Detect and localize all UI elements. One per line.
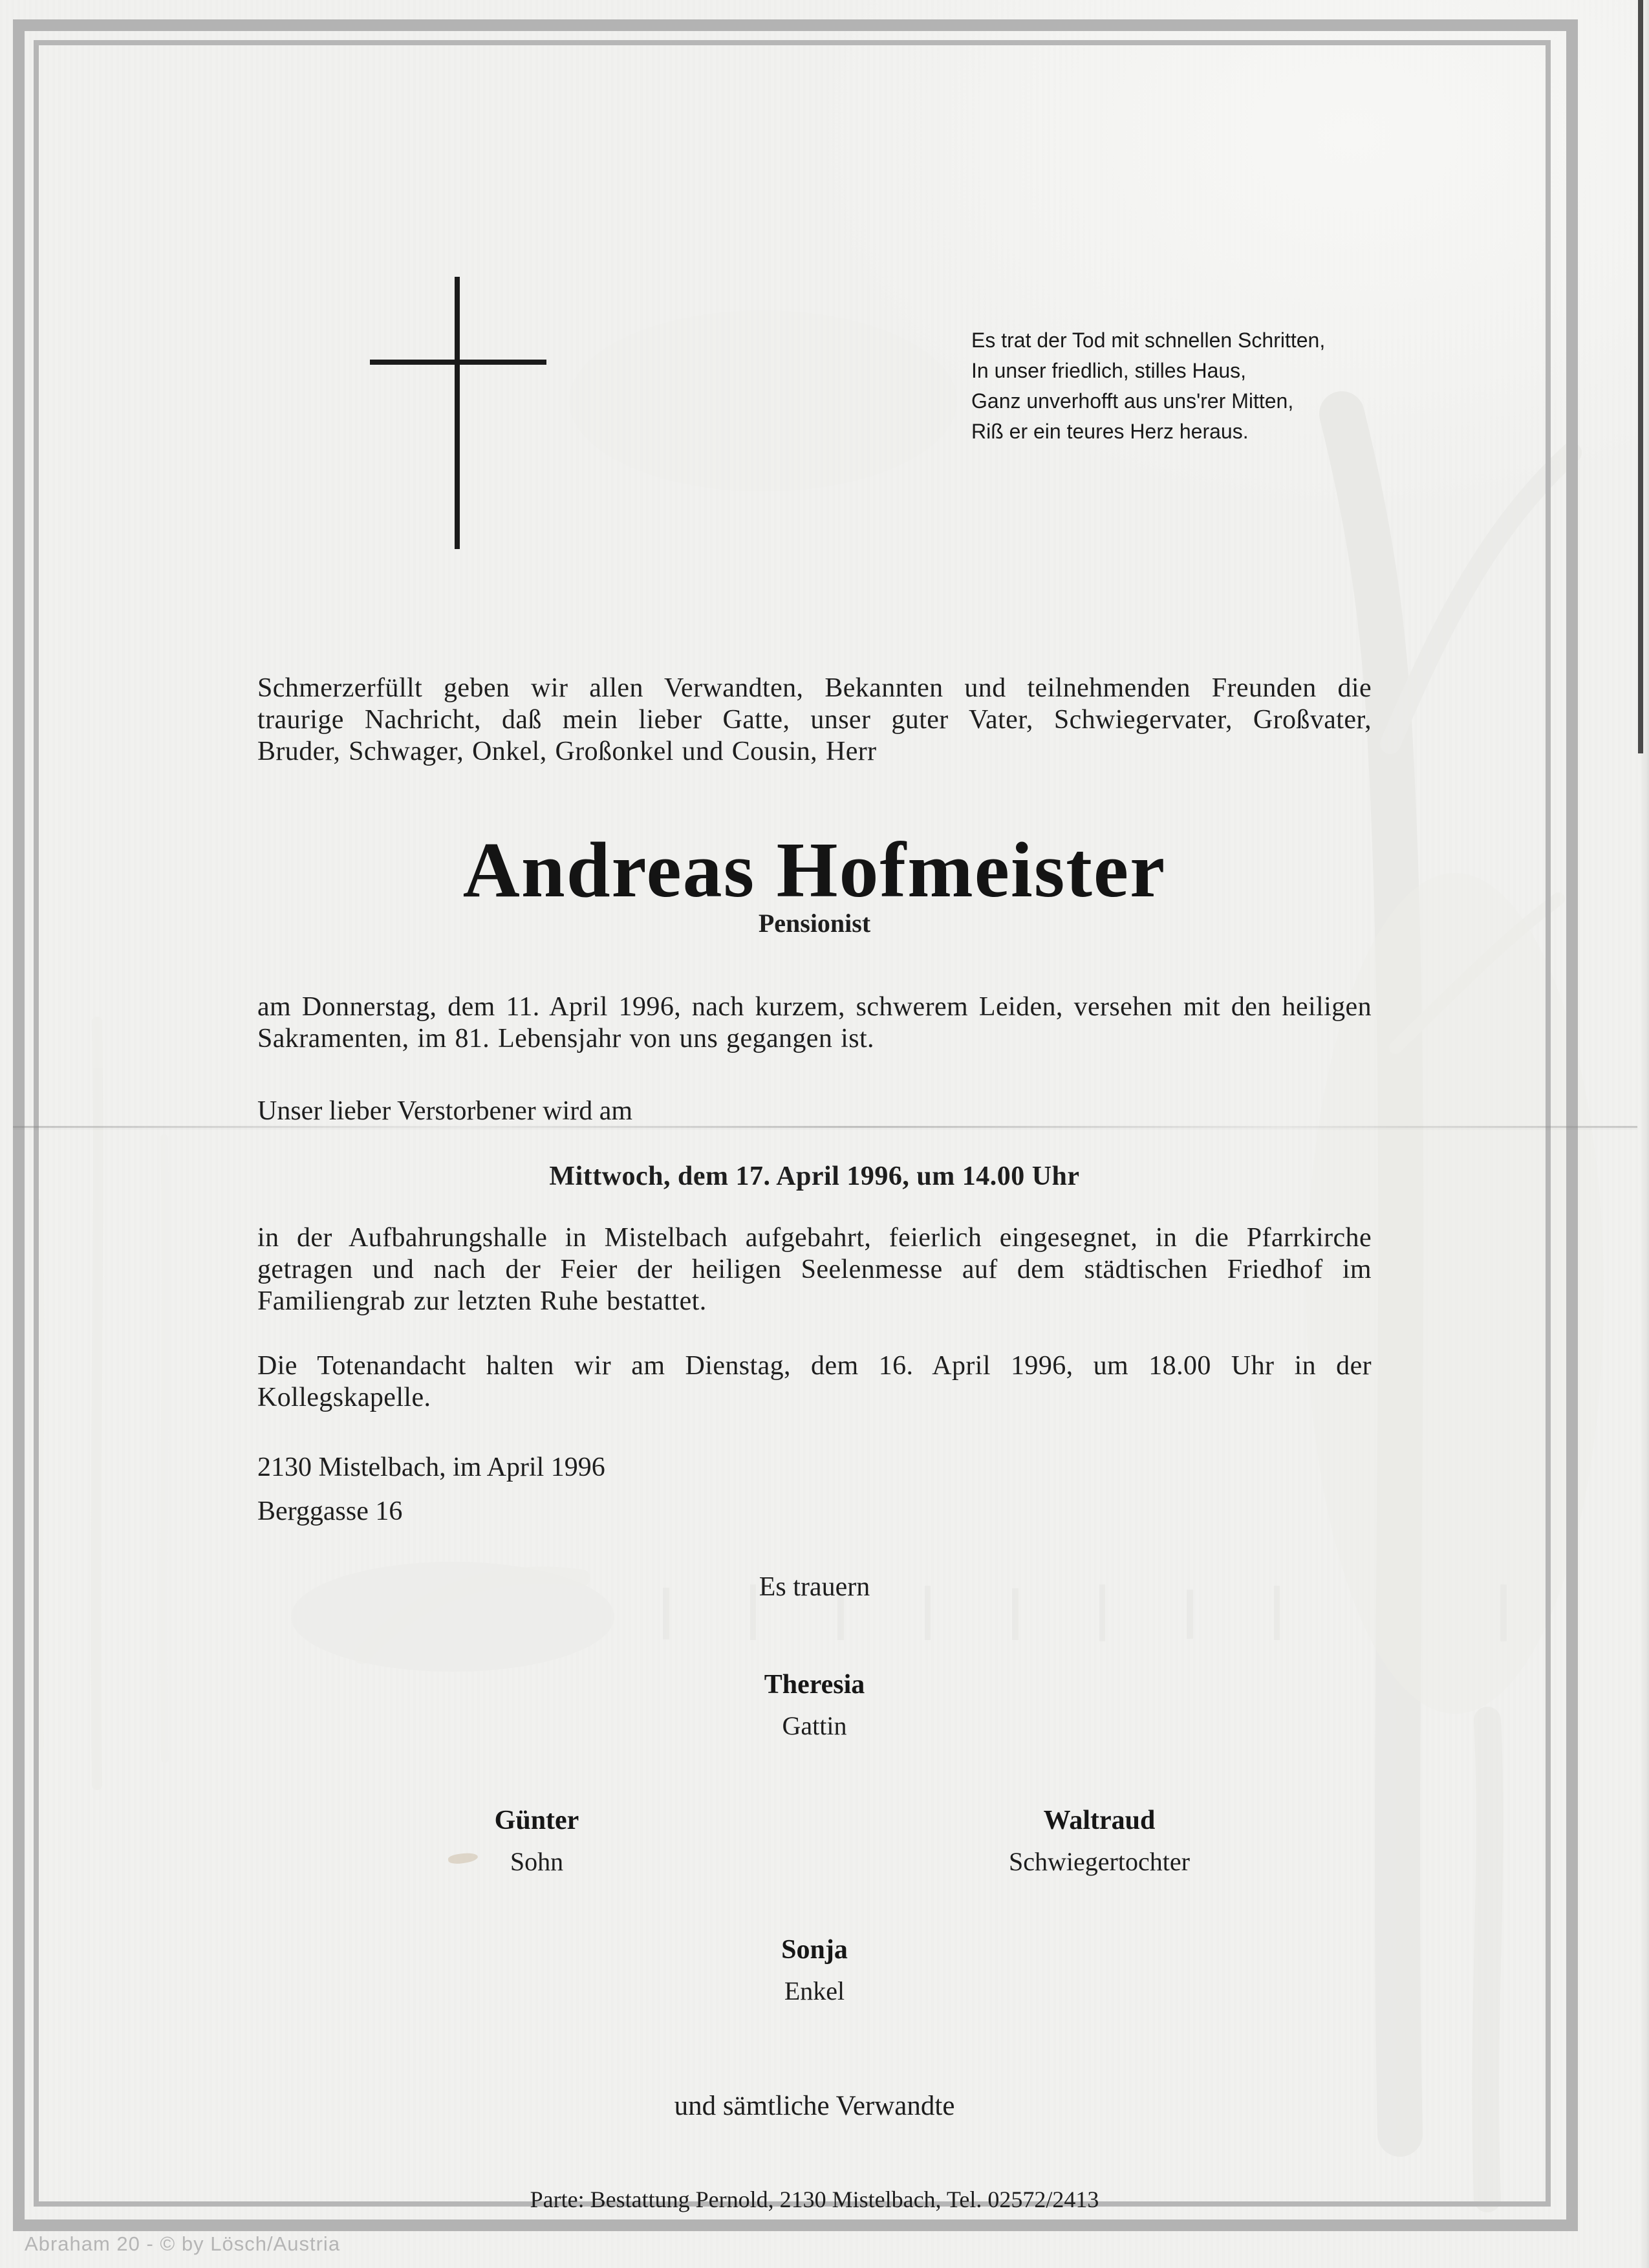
scan-edge-shadow <box>1640 0 1649 2268</box>
cross-horizontal-bar <box>370 360 546 365</box>
intro-paragraph <box>257 673 1372 768</box>
mourner-guenter <box>414 1804 660 1877</box>
address-line: Berggasse 16 <box>257 1496 403 1526</box>
devotion-line: Kollegskapelle. <box>257 1383 431 1412</box>
mourner-name: Theresia <box>764 1670 865 1700</box>
death-line: Sakramenten, im 81. Lebensjahr von uns gegangen ist. <box>257 1024 874 1053</box>
mourner-relation: Sohn <box>510 1847 564 1876</box>
deceased-name: Andreas Hofmeister <box>462 826 1167 914</box>
death-line: am Donnerstag, dem 11. April 1996, nach kurzem, schwerem Leiden, versehen mit den heiligen <box>257 992 1372 1022</box>
poem-line: Ganz unverhofft aus uns'rer Mitten, <box>971 389 1294 413</box>
cross-vertical-bar <box>455 277 460 549</box>
mourner-relation: Schwiegertochter <box>1009 1847 1190 1876</box>
intro-line: Schmerzerfüllt geben wir allen Verwandten, Bekannten und teilnehmenden Freunden die <box>257 673 1372 703</box>
poem-line: Es trat der Tod mit schnellen Schritten, <box>971 329 1326 352</box>
funeral-paragraph <box>257 1222 1372 1317</box>
mourner-theresia <box>257 1669 1372 1741</box>
intro-line: Bruder, Schwager, Onkel, Großonkel und Cousin, Herr <box>257 737 877 766</box>
funeral-home-footer: Parte: Bestattung Pernold, 2130 Mistelbach, Tel. 02572/2413 <box>530 2187 1099 2212</box>
fold-crease-line <box>13 1126 1637 1128</box>
funeral-datetime: Mittwoch, dem 17. April 1996, um 14.00 Uhr <box>549 1161 1080 1191</box>
devotion-paragraph <box>257 1350 1372 1414</box>
deceased-title: Pensionist <box>758 909 871 938</box>
mourner-name: Sonja <box>781 1935 848 1965</box>
mourner-relation: Enkel <box>784 1976 845 2005</box>
mourner-relation: Gattin <box>782 1711 847 1740</box>
closing-line: und sämtliche Verwandte <box>674 2091 955 2121</box>
devotion-line: Die Totenandacht halten wir am Dienstag, dem 16. April 1996, um 18.00 Uhr in der <box>257 1351 1372 1381</box>
mourner-name: Waltraud <box>1043 1806 1156 1835</box>
memorial-poem <box>971 325 1325 447</box>
mourner-sonja <box>257 1934 1372 2006</box>
mourner-waltraud <box>967 1804 1232 1877</box>
death-paragraph <box>257 991 1372 1055</box>
funeral-line: in der Aufbahrungshalle in Mistelbach aufgebahrt, feierlich eingesegnet, in die Pfarrkirche <box>257 1223 1372 1253</box>
place-date-line: 2130 Mistelbach, im April 1996 <box>257 1453 605 1482</box>
funeral-line: getragen und nach der Feier der heiligen Seelenmesse auf dem städtischen Friedhof im <box>257 1255 1372 1284</box>
intro-line: traurige Nachricht, daß mein lieber Gatte, unser guter Vater, Schwiegervater, Großvater, <box>257 705 1372 735</box>
copyright-watermark: Abraham 20 - © by Lösch/Austria <box>25 2232 341 2255</box>
lead-in-line: Unser lieber Verstorbener wird am <box>257 1096 633 1126</box>
mourner-name: Günter <box>494 1806 579 1835</box>
poem-line: In unser friedlich, stilles Haus, <box>971 359 1247 382</box>
funeral-line: Familiengrab zur letzten Ruhe bestattet. <box>257 1286 707 1316</box>
mourning-heading: Es trauern <box>759 1572 870 1602</box>
poem-line: Riß er ein teures Herz heraus. <box>971 420 1249 443</box>
